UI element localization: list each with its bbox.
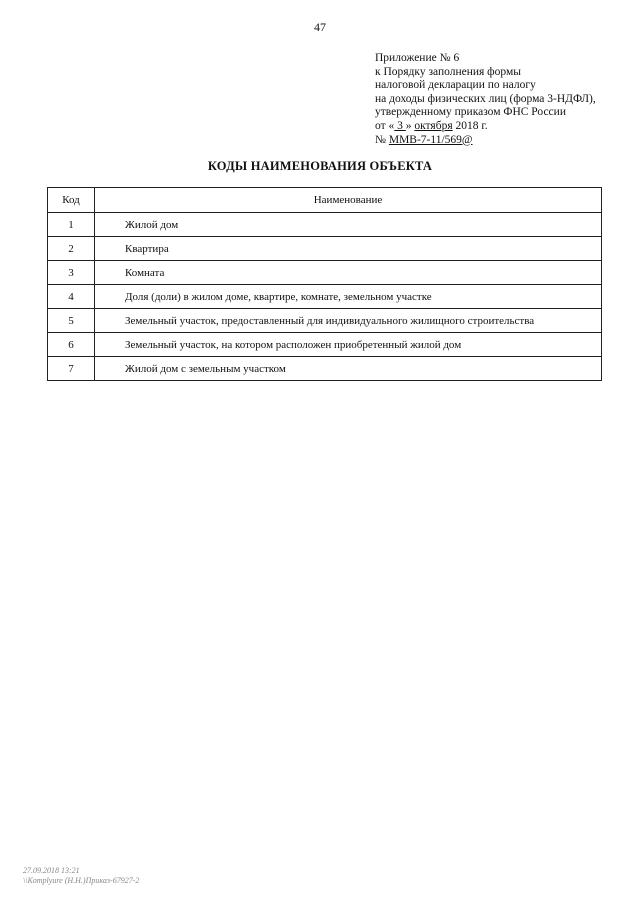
- row-name: Комната: [95, 261, 602, 285]
- table-row: [48, 213, 602, 237]
- row-name: Земельный участок, предоставленный для индивидуального жилищного строительства: [95, 309, 602, 333]
- header-code: Код: [48, 188, 95, 213]
- appendix-order-number: [375, 134, 596, 148]
- row-name: Жилой дом: [95, 213, 602, 237]
- table-row: [48, 285, 602, 309]
- row-name: Жилой дом с земельным участком: [95, 357, 602, 381]
- date-month: октября: [414, 119, 453, 132]
- row-name: Земельный участок, на котором расположен приобретенный жилой дом: [95, 333, 602, 357]
- codes-table: [47, 187, 602, 381]
- appendix-note: [375, 52, 596, 147]
- row-code: 5: [48, 309, 95, 333]
- row-code: 7: [48, 357, 95, 381]
- appendix-date: [375, 120, 596, 134]
- table-header-row: [48, 188, 602, 213]
- row-name: Квартира: [95, 237, 602, 261]
- appendix-line: утвержденному приказом ФНС России: [375, 106, 566, 119]
- page-number: 47: [314, 20, 326, 34]
- table-row: [48, 333, 602, 357]
- table-row: [48, 237, 602, 261]
- row-name: Доля (доли) в жилом доме, квартире, комнате, земельном участке: [95, 285, 602, 309]
- print-stamp: [23, 866, 139, 886]
- appendix-line: к Порядку заполнения формы: [375, 65, 521, 78]
- date-year: 2018 г.: [452, 119, 488, 132]
- table-row: [48, 309, 602, 333]
- number-prefix: №: [375, 133, 389, 146]
- appendix-line: на доходы физических лиц (форма 3-НДФЛ),: [375, 92, 596, 105]
- stamp-date: 27.09.2018 13:21: [23, 866, 80, 875]
- date-prefix: от «: [375, 119, 395, 132]
- row-code: 3: [48, 261, 95, 285]
- table-row: [48, 357, 602, 381]
- date-day: 3: [394, 119, 406, 132]
- appendix-line: налоговой декларации по налогу: [375, 79, 536, 92]
- table-row: [48, 261, 602, 285]
- order-number: ММВ-7-11/569@: [388, 133, 473, 146]
- stamp-path: \\Komplyure (Н.Н.)Приказ-67927-2: [23, 876, 140, 885]
- appendix-line: Приложение № 6: [375, 52, 460, 64]
- date-mid: »: [405, 119, 415, 132]
- row-code: 2: [48, 237, 95, 261]
- row-code: 6: [48, 333, 95, 357]
- document-title: КОДЫ НАИМЕНОВАНИЯ ОБЪЕКТА: [207, 159, 433, 173]
- header-name: Наименование: [95, 188, 602, 213]
- row-code: 1: [48, 213, 95, 237]
- row-code: 4: [48, 285, 95, 309]
